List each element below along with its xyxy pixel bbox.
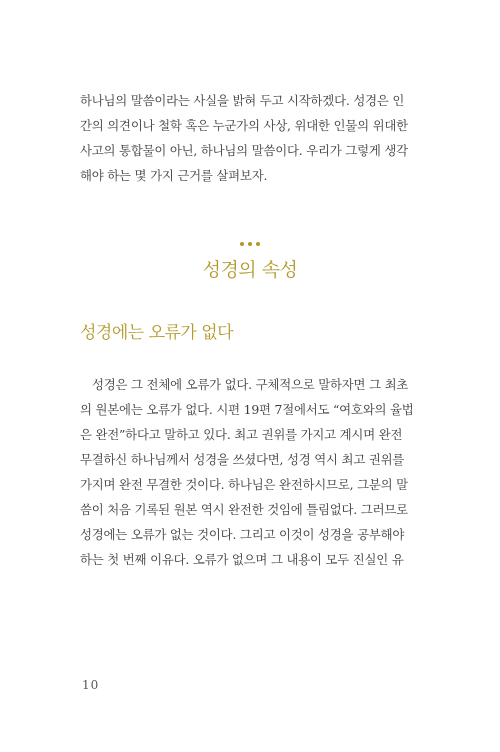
section-ornament-dots (0, 238, 500, 249)
ornament-dot (240, 242, 244, 246)
body-line: 하는 첫 번째 이유다. 오류가 없으며 그 내용이 모두 진실인 유 (80, 552, 404, 567)
body-paragraph (80, 372, 422, 572)
body-line: 성경에는 오류가 없는 것이다. 그리고 이것이 성경을 공부해야 (80, 527, 405, 542)
body-line: 무결하신 하나님께서 성경을 쓰셨다면, 성경 역시 최고 권위를 (80, 452, 405, 467)
intro-line: 간의 의견이나 철학 혹은 누군가의 사상, 위대한 인물의 위대한 (80, 118, 408, 133)
intro-line: 해야 하는 몇 가지 근거를 살펴보자. (80, 168, 268, 183)
body-line: 씀이 처음 기록된 원본 역시 완전한 것임에 틀림없다. 그러므로 (80, 502, 408, 517)
section-title: 성경의 속성 (202, 259, 298, 281)
ornament-dot (248, 242, 252, 246)
intro-paragraph (80, 88, 422, 188)
intro-line: 하나님의 말씀이라는 사실을 밝혀 두고 시작하겠다. 성경은 인 (80, 93, 405, 108)
intro-line: 사고의 통합물이 아닌, 하나님의 말씀이다. 우리가 그렇게 생각 (80, 143, 408, 158)
page-number: 10 (82, 678, 100, 692)
body-line: 의 원본에는 오류가 없다. 시편 19편 7절에서도 “여호와의 율법 (80, 402, 414, 417)
subsection-title: 성경에는 오류가 없다 (80, 323, 234, 343)
body-line: 가지며 완전 무결한 것이다. 하나님은 완전하시므로, 그분의 말 (80, 477, 408, 492)
body-line: 은 완전”하다고 말하고 있다. 최고 권위를 가지고 계시며 완전 (80, 427, 403, 442)
ornament-dot (256, 242, 260, 246)
body-line: 성경은 그 전체에 오류가 없다. 구체적으로 말하자면 그 최초 (92, 377, 409, 392)
